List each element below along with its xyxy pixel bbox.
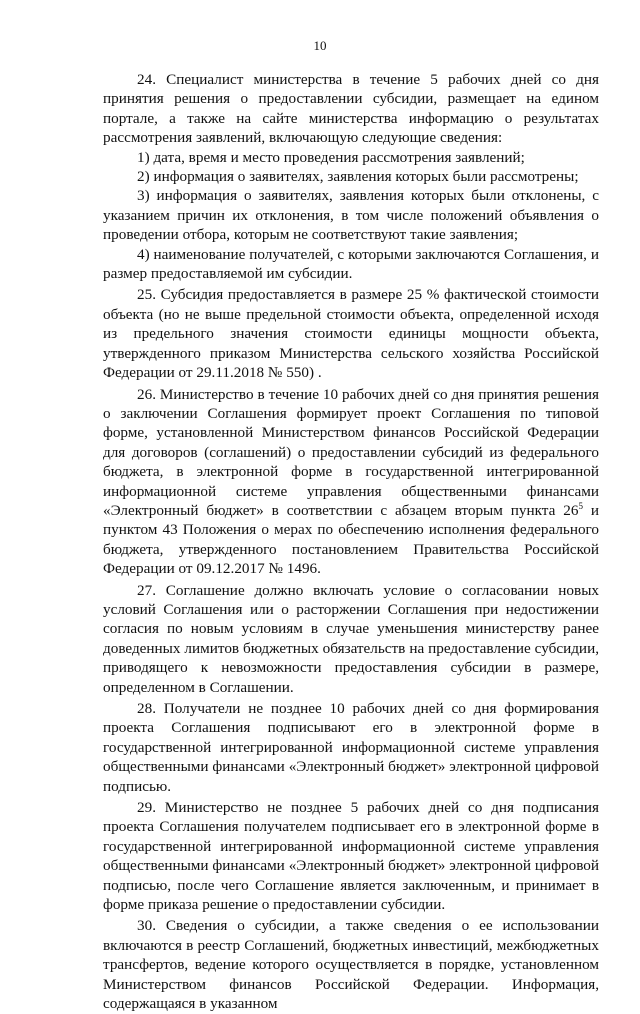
paragraph-25: 25. Субсидия предоставляется в размере 25 % фактической стоимости объекта (но не выше предельной стоимости объекта, определенной исходя из предельного значения стоимости единицы мощности объекта, утвержденного приказом Министерства сельского хозяйства Российской Федерации от 29.11.2018 № 550) . (103, 286, 599, 382)
page-number: 10 (313, 38, 327, 53)
paragraph-27: 27. Соглашение должно включать условие о согласовании новых условий Соглашения или о расторжении Соглашения при недостижении согласия по новым условиям в случае уменьшения министерству ранее доведенных лимитов бюджетных обязательств на предоставление субсидии, приводящего к невозможности предоставления субсидии в размере, определенном в Соглашении. (103, 581, 599, 696)
paragraph-26-text-end: и пунктом 43 Положения о мерах по обеспечению исполнения федерального бюджета, утвержденного постановлением Правительства Российской Федерации от 09.12.2017 № 1496. (103, 501, 599, 578)
document-body (103, 70, 599, 1014)
list-item: 4) наименование получателей, с которыми заключаются Соглашения, и размер предоставляемой им субсидии. (103, 245, 599, 283)
paragraph-26 (103, 385, 599, 579)
paragraph-24: 24. Специалист министерства в течение 5 рабочих дней со дня принятия решения о предоставлении субсидии, размещает на едином портале, а также на сайте министерства информацию о результатах рассмотрения заявлений, включающую следующие сведения: (103, 71, 599, 147)
superscript: 5 (578, 500, 583, 511)
paragraph-28: 28. Получатели не позднее 10 рабочих дней со дня формирования проекта Соглашения подписывают его в электронной форме в государственной интегрированной информационной системе управления общественными финансами «Электронный бюджет» электронной цифровой подписью. (103, 700, 599, 795)
list-item: 2) информация о заявителях, заявления которых были рассмотрены; (137, 168, 579, 186)
paragraph-29: 29. Министерство не позднее 5 рабочих дней со дня подписания проекта Соглашения получателем подписывает его в электронной форме в государственной интегрированной информационной системе управления общественными финансами «Электронный бюджет» электронной цифровой подписью, после чего Соглашение является заключенным, и принимает в форме приказа решение о предоставлении субсидии. (103, 799, 599, 914)
paragraph-26-text: 26. Министерство в течение 10 рабочих дней со дня принятия решения о заключении Соглашения формирует проект Соглашения по типовой форме, установленной Министерством финансов Российской Федерации для договоров (соглашений) о предоставлении субсидий из федерального бюджета, в электронной форме в государственной интегрированной информационной системе управления общественными финансами «Электронный бюджет» в соответствии с абзацем вторым пункта 26 (103, 385, 599, 519)
list-item: 1) дата, время и место проведения рассмотрения заявлений; (137, 148, 525, 166)
paragraph-30: 30. Сведения о субсидии, а также сведения о ее использовании включаются в реестр Соглашений, бюджетных инвестиций, межбюджетных трансфертов, ведение которого осуществляется в порядке, установленном Министерством финансов Российской Федерации. Информация, содержащаяся в указанном (103, 917, 599, 1013)
list-item: 3) информация о заявителях, заявления которых были отклонены, с указанием причин их отклонения, в том числе положений объявления о проведении отбора, которым не соответствуют такие заявления; (103, 187, 599, 244)
